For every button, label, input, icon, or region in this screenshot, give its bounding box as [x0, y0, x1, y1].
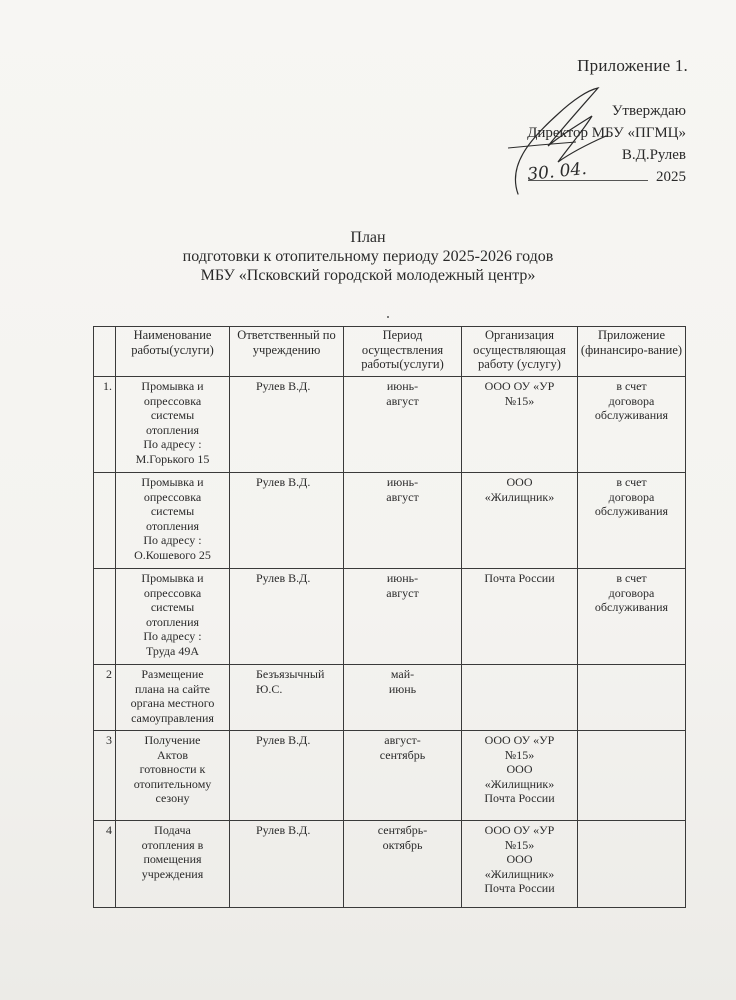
row-appendix: в счет договора обслуживания — [578, 473, 686, 569]
row-organization: Почта России — [462, 569, 578, 665]
row-number — [94, 569, 116, 665]
col-appendix-header: Приложение (финансиро-вание) — [578, 327, 686, 377]
row-work: Промывка и опрессовка системы отопления По адресу : М.Горького 15 — [116, 377, 230, 473]
row-appendix: в счет договора обслуживания — [578, 377, 686, 473]
col-responsible-header: Ответственный по учреждению — [230, 327, 344, 377]
row-appendix: в счет договора обслуживания — [578, 569, 686, 665]
row-work: Промывка и опрессовка системы отопления По адресу : Труда 49А — [116, 569, 230, 665]
approval-line-director: Директор МБУ «ПГМЦ» — [527, 125, 686, 141]
row-organization: ООО «Жилищник» — [462, 473, 578, 569]
row-work: Размещение плана на сайте органа местного самоуправления — [116, 665, 230, 731]
table-header-row — [94, 327, 686, 377]
row-number: 3 — [94, 731, 116, 821]
approval-year: 2025 — [656, 169, 686, 185]
row-work: Подача отопления в помещения учреждения — [116, 821, 230, 908]
row-period: июнь- август — [344, 377, 462, 473]
col-period-header: Период осуществления работы(услуги) — [344, 327, 462, 377]
table-row — [94, 821, 686, 908]
title-line-purpose: подготовки к отопительному периоду 2025-2026 годов — [182, 248, 554, 265]
table-row — [94, 731, 686, 821]
row-appendix — [578, 731, 686, 821]
row-number: 2 — [94, 665, 116, 731]
row-appendix — [578, 821, 686, 908]
row-period: сентябрь- октябрь — [344, 821, 462, 908]
title-line-organization: МБУ «Псковский городской молодежный центр» — [200, 267, 536, 284]
appendix-label: Приложение 1. — [577, 56, 688, 75]
row-work: Промывка и опрессовка системы отопления По адресу : О.Кошевого 25 — [116, 473, 230, 569]
table-row — [94, 665, 686, 731]
row-responsible: Рулев В.Д. — [230, 473, 344, 569]
plan-table — [93, 326, 686, 908]
row-period: май- июнь — [344, 665, 462, 731]
table-row — [94, 569, 686, 665]
row-responsible: Рулев В.Д. — [230, 377, 344, 473]
row-number — [94, 473, 116, 569]
row-appendix — [578, 665, 686, 731]
title-line-plan: План — [350, 229, 386, 246]
row-period: август- сентябрь — [344, 731, 462, 821]
row-organization: ООО ОУ «УР №15» — [462, 377, 578, 473]
speck — [387, 316, 389, 318]
document-title — [0, 228, 736, 285]
col-number-header — [94, 327, 116, 377]
row-organization: ООО ОУ «УР №15» ООО «Жилищник» Почта России — [462, 821, 578, 908]
approval-line-approve: Утверждаю — [611, 103, 686, 119]
table-row — [94, 473, 686, 569]
approval-line-name: В.Д.Рулев — [621, 147, 686, 163]
row-organization: ООО ОУ «УР №15» ООО «Жилищник» Почта России — [462, 731, 578, 821]
row-period: июнь- август — [344, 473, 462, 569]
signature-date: 30. 04. — [526, 158, 588, 185]
handwritten-signature — [488, 86, 628, 196]
row-period: июнь- август — [344, 569, 462, 665]
table-row — [94, 377, 686, 473]
row-responsible: Рулев В.Д. — [230, 569, 344, 665]
col-work-header: Наименование работы(услуги) — [116, 327, 230, 377]
row-responsible: Рулев В.Д. — [230, 731, 344, 821]
row-responsible: Безъязычный Ю.С. — [230, 665, 344, 731]
row-number: 1. — [94, 377, 116, 473]
row-work: Получение Актов готовности к отопительному сезону — [116, 731, 230, 821]
col-organization-header: Организация осуществляющая работу (услугу) — [462, 327, 578, 377]
row-number: 4 — [94, 821, 116, 908]
row-responsible: Рулев В.Д. — [230, 821, 344, 908]
row-organization — [462, 665, 578, 731]
